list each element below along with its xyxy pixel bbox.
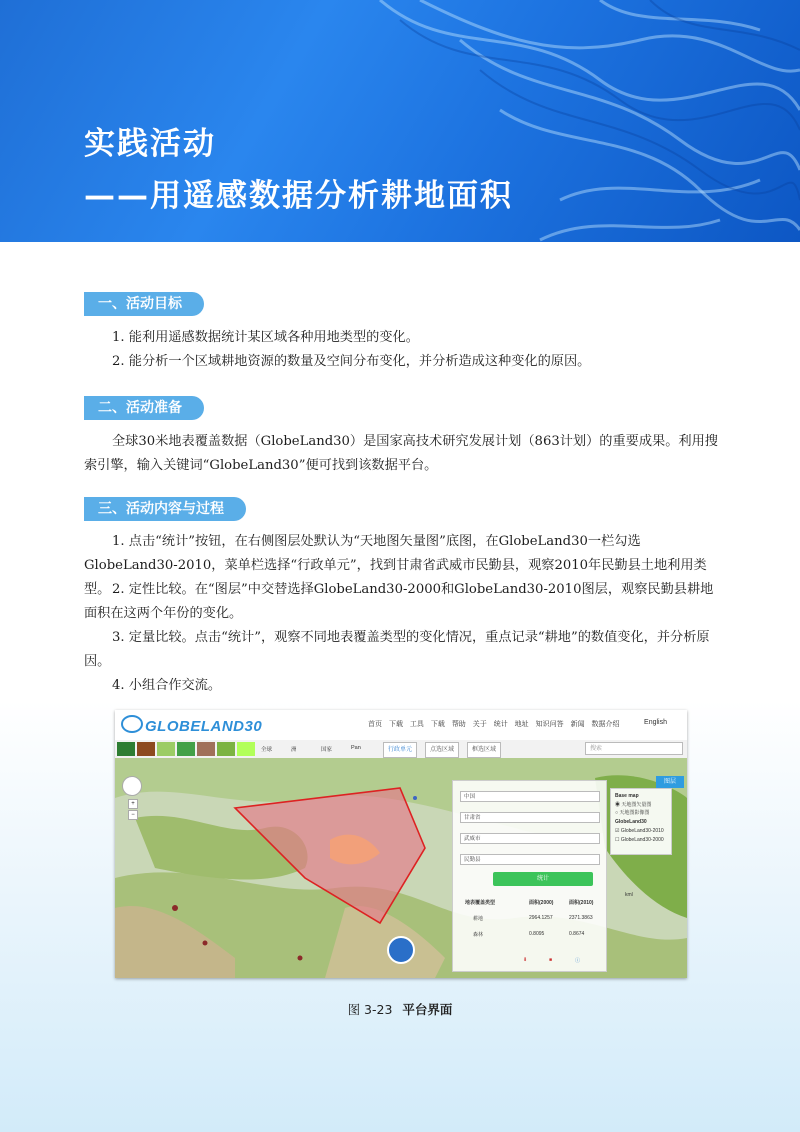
- platform-header: [115, 710, 687, 741]
- tab-admin-unit[interactable]: 行政单元: [383, 742, 417, 758]
- section-heading-prep: 二、活动准备: [84, 396, 204, 420]
- layers-tab[interactable]: 图层: [656, 776, 684, 788]
- stats-header-2010: 面积(2010): [569, 900, 594, 906]
- layer-checkbox[interactable]: ☑ GlobeLand30-2010: [615, 828, 664, 834]
- layer-group-globeland: GlobeLand30: [615, 819, 647, 825]
- layer-checkbox[interactable]: ☐ GlobeLand30-2000: [615, 837, 664, 843]
- process-step-4: 4. 小组合作交流。: [112, 678, 222, 693]
- legend-swatch[interactable]: [177, 742, 195, 756]
- legend-swatch[interactable]: [117, 742, 135, 756]
- legend-swatch[interactable]: [197, 742, 215, 756]
- menu-item[interactable]: 统计: [493, 721, 508, 728]
- menu-item[interactable]: 首页: [368, 721, 382, 728]
- zoom-in-button[interactable]: +: [128, 799, 138, 809]
- stats-row-2000: 0.8095: [529, 931, 545, 937]
- language-link[interactable]: English: [644, 719, 667, 726]
- menu-item[interactable]: 知识问答: [535, 721, 564, 728]
- stats-header-type: 地表覆盖类型: [465, 900, 496, 906]
- menu-item[interactable]: 关于: [472, 721, 487, 728]
- figure-number: 图 3-23: [347, 1002, 393, 1017]
- page-subtitle: ——用遥感数据分析耕地面积: [84, 178, 513, 214]
- statistics-button[interactable]: 统计: [493, 872, 593, 886]
- menu-item[interactable]: 下载: [430, 721, 445, 728]
- platform-screenshot: [115, 710, 687, 978]
- process-step-2: 2. 定性比较。在“图层”中交替选择GlobeLand30-2000和GlobeLand30-2010图层，观察民勤县耕地面积在这两个年份的变化。: [84, 582, 714, 621]
- zoom-out-button[interactable]: −: [128, 810, 138, 820]
- stats-row-type: 耕地: [473, 916, 484, 922]
- process-step-3: 3. 定量比较。点击“统计”，观察不同地表覆盖类型的变化情况，重点记录“耕地”的数值变化，并分析原因。: [84, 630, 710, 669]
- legend-swatch[interactable]: [217, 742, 235, 756]
- section-heading-goals: 一、活动目标: [84, 292, 204, 316]
- stats-row-2000: 2964.1257: [529, 915, 553, 921]
- process-step-1: 1. 点击“统计”按钮，在右侧图层处默认为“天地图矢量图”底图，在GlobeLand30一栏勾选GlobeLand30-2010，菜单栏选择“行政单元”，找到甘肃省武威市民勤县，观察2010年民勤县土地利用类型。: [84, 534, 707, 597]
- county-select[interactable]: 民勤县: [460, 854, 600, 865]
- figure-caption: [0, 1000, 800, 1018]
- menu-item[interactable]: 数据介绍: [591, 721, 620, 728]
- stats-row-2010: 0.8674: [569, 931, 585, 937]
- layer-option[interactable]: ◉ 天地图矢量图: [615, 802, 652, 808]
- header-banner: [0, 0, 800, 242]
- figure-title: 平台界面: [402, 1002, 453, 1017]
- platform-toolbar: [115, 740, 687, 759]
- layer-group-basemap: Base map: [615, 793, 639, 799]
- map-badge-icon[interactable]: [387, 936, 415, 964]
- menu-item[interactable]: 新闻: [570, 721, 585, 728]
- tool-global[interactable]: 全球: [261, 747, 273, 753]
- kml-label[interactable]: kml: [625, 892, 633, 898]
- map-navigation-control[interactable]: [122, 776, 142, 796]
- logo-text: GLOBELAND30: [145, 718, 263, 735]
- goal-item-2: 2. 能分析一个区域耕地资源的数量及空间分布变化，并分析造成这种变化的原因。: [112, 354, 591, 369]
- platform-menu: [368, 719, 625, 729]
- page-title: 实践活动: [84, 126, 216, 162]
- admin-unit-panel: [452, 780, 607, 972]
- platform-logo: [121, 715, 262, 735]
- country-select[interactable]: 中国: [460, 791, 600, 802]
- stats-header-2000: 面积(2000): [529, 900, 554, 906]
- province-select[interactable]: 甘肃省: [460, 812, 600, 823]
- legend-swatch[interactable]: [137, 742, 155, 756]
- menu-item[interactable]: 下载: [388, 721, 403, 728]
- tab-box-select[interactable]: 框选区域: [467, 742, 501, 758]
- menu-item[interactable]: 帮助: [451, 721, 466, 728]
- stats-row-2010: 2371.3863: [569, 915, 593, 921]
- info-icon[interactable]: ⓘ: [575, 958, 581, 964]
- section-heading-process: 三、活动内容与过程: [84, 497, 246, 521]
- goal-item-1: 1. 能利用遥感数据统计某区域各种用地类型的变化。: [112, 330, 419, 345]
- legend-swatch[interactable]: [237, 742, 255, 756]
- magnifier-icon: [121, 715, 143, 733]
- search-input[interactable]: 搜索: [585, 742, 683, 755]
- download-icon[interactable]: ⬇: [523, 957, 528, 963]
- tool-country[interactable]: 国家: [321, 747, 333, 753]
- menu-item[interactable]: 工具: [409, 721, 424, 728]
- menu-item[interactable]: 地址: [514, 721, 529, 728]
- tool-pan[interactable]: Pan: [351, 745, 361, 751]
- tool-continent[interactable]: 洲: [291, 747, 297, 753]
- legend-swatch[interactable]: [157, 742, 175, 756]
- delete-icon[interactable]: ■: [549, 957, 553, 963]
- layer-option[interactable]: ○ 天地图影像图: [615, 810, 650, 816]
- stats-row-type: 森林: [473, 932, 484, 938]
- prep-paragraph: 全球30米地表覆盖数据（GlobeLand30）是国家高技术研究发展计划（863计划）的重要成果。利用搜索引擎，输入关键词“GlobeLand30”便可找到该数据平台。: [84, 434, 718, 473]
- city-select[interactable]: 武威市: [460, 833, 600, 844]
- layers-panel: [610, 788, 672, 855]
- tab-point-select[interactable]: 点选区域: [425, 742, 459, 758]
